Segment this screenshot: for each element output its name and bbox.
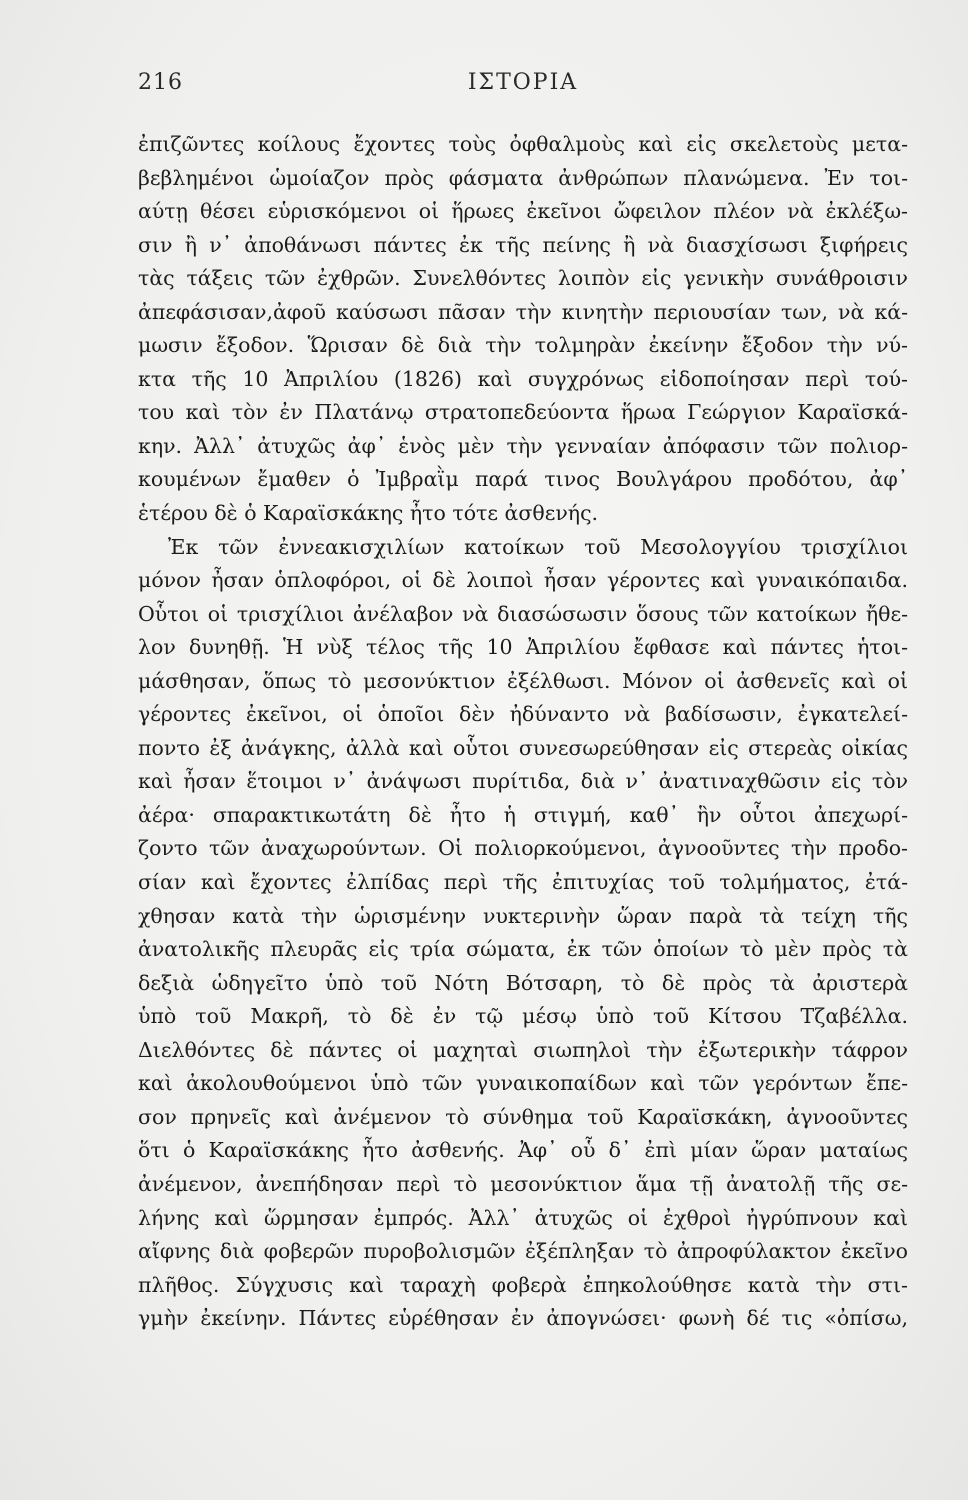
text-line: καὶ ἀκολουθούμενοι ὑπὸ τῶν γυναικοπαίδων καὶ τῶν γερόντων ἔπε- (138, 1071, 908, 1096)
text-line: αύτῃ θέσει εὑρισκόμενοι οἱ ἥρωες ἐκεῖνοι ὤφειλον πλέον νὰ ἐκλέξω- (138, 199, 908, 224)
text-line: ἀέρα· σπαρακτικωτάτη δὲ ἦτο ἡ στιγμή, καθ᾽ ἣν οὗτοι ἀπεχωρί- (138, 802, 908, 827)
text-line: ποντο ἐξ ἀνάγκης, ἀλλὰ καὶ οὗτοι συνεσωρεύθησαν εἰς στερεὰς οἰκίας (138, 735, 908, 760)
text-line: σιν ἢ ν᾽ ἀποθάνωσι πάντες ἐκ τῆς πείνης ἢ νὰ διασχίσωσι ξιφήρεις (138, 232, 908, 257)
text-line: λον δυνηθῇ. Ἡ νὺξ τέλος τῆς 10 Ἀπριλίου ἔφθασε καὶ πάντες ἡτοι- (138, 635, 908, 660)
text-line: ὅτι ὁ Καραϊσκάκης ἦτο ἀσθενής. Ἀφ᾽ οὗ δ᾽ ἐπὶ μίαν ὥραν ματαίως (138, 1138, 908, 1163)
text-line: καὶ ἦσαν ἕτοιμοι ν᾽ ἀνάψωσι πυρίτιδα, διὰ ν᾽ ἀνατιναχθῶσιν εἰς τὸν (138, 769, 908, 794)
text-line: λήνης καὶ ὥρμησαν ἐμπρός. Ἀλλ᾽ ἀτυχῶς οἱ ἐχθροὶ ἠγρύπνουν καὶ (138, 1205, 908, 1230)
text-line: Διελθόντες δὲ πάντες οἱ μαχηταὶ σιωπηλοὶ τὴν ἐξωτερικὴν τάφρον (138, 1037, 908, 1062)
text-line: βεβλημένοι ὡμοίαζον πρὸς φάσματα ἀνθρώπων πλανώμενα. Ἐν τοι- (138, 165, 908, 190)
text-line: μάσθησαν, ὅπως τὸ μεσονύκτιον ἐξέλθωσι. Μόνον οἱ ἀσθενεῖς καὶ οἱ (138, 668, 908, 693)
text-line: ἐπιζῶντες κοίλους ἔχοντες τοὺς ὀφθαλμοὺς καὶ εἰς σκελετοὺς μετα- (138, 132, 908, 156)
text-line: κην. Ἀλλ᾽ ἀτυχῶς ἀφ᾽ ἑνὸς μὲν τὴν γενναίαν ἀπόφασιν τῶν πολιορ- (138, 433, 908, 458)
text-line: κτα τῆς 10 Ἀπριλίου (1826) καὶ συγχρόνως εἰδοποίησαν περὶ τού- (138, 366, 908, 391)
text-line: δεξιὰ ὡδηγεῖτο ὑπὸ τοῦ Νότη Βότσαρη, τὸ δὲ πρὸς τὰ ἀριστερὰ (138, 970, 908, 995)
text-line: μωσιν ἔξοδον. Ὥρισαν δὲ διὰ τὴν τολμηρὰν ἐκείνην ἔξοδον τὴν νύ- (138, 333, 908, 358)
text-line: γέροντες ἐκεῖνοι, οἱ ὁποῖοι δὲν ἠδύναντο νὰ βαδίσωσιν, ἐγκατελεί- (138, 702, 908, 727)
text-line: γμὴν ἐκείνην. Πάντες εὑρέθησαν ἐν ἀπογνώσει· φωνὴ δέ τις «ὀπίσω, (138, 1306, 908, 1331)
text-line: μόνον ἦσαν ὁπλοφόροι, οἱ δὲ λοιποὶ ἦσαν γέροντες καὶ γυναικόπαιδα. (138, 568, 908, 593)
text-line: ἀνατολικῆς πλευρᾶς εἰς τρία σώματα, ἐκ τῶν ὁποίων τὸ μὲν πρὸς τὰ (138, 937, 908, 962)
text-line: ἀπεφάσισαν,ἀφοῦ καύσωσι πᾶσαν τὴν κινητὴν περιουσίαν των, νὰ κά- (138, 299, 908, 324)
text-line: ἑτέρου δὲ ὁ Καραϊσκάκης ἦτο τότε ἀσθενής. (138, 501, 599, 526)
running-title: ΙΣΤΟΡΙΑ (467, 70, 579, 95)
text-line: χθησαν κατὰ τὴν ὡρισμένην νυκτερινὴν ὥραν παρὰ τὰ τείχη τῆς (138, 903, 908, 928)
text-line: σον πρηνεῖς καὶ ἀνέμενον τὸ σύνθημα τοῦ Καραϊσκάκη, ἀγνοοῦντες (138, 1104, 908, 1129)
text-line: κουμένων ἔμαθεν ὁ Ἰμβραῒμ παρά τινος Βουλγάρου προδότου, ἀφ᾽ (138, 467, 908, 492)
text-line: ὑπὸ τοῦ Μακρῆ, τὸ δὲ ἐν τῷ μέσῳ ὑπὸ τοῦ Κίτσου Τζαβέλλα. (138, 1004, 908, 1029)
text-line: αἴφνης διὰ φοβερῶν πυροβολισμῶν ἐξέπληξαν τὸ ἀπροφύλακτον ἐκεῖνο (138, 1239, 908, 1264)
text-line: Οὗτοι οἱ τρισχίλιοι ἀνέλαβον νὰ διασώσωσιν ὅσους τῶν κατοίκων ἤθε- (138, 601, 908, 626)
text-line: του καὶ τὸν ἐν Πλατάνῳ στρατοπεδεύοντα ἥρωα Γεώργιον Καραϊσκά- (138, 400, 908, 425)
text-line: πλῆθος. Σύγχυσις καὶ ταραχὴ φοβερὰ ἐπηκολούθησε κατὰ τὴν στι- (138, 1272, 908, 1297)
text-line: ζοντο τῶν ἀναχωρούντων. Οἱ πολιορκούμενοι, ἀγνοοῦντες τὴν προδο- (138, 836, 908, 861)
text-line: σίαν καὶ ἔχοντες ἐλπίδας περὶ τῆς ἐπιτυχίας τοῦ τολμήματος, ἐτά- (138, 870, 908, 895)
page-number: 216 (138, 70, 183, 95)
page-header (138, 70, 908, 106)
text-line: τὰς τάξεις τῶν ἐχθρῶν. Συνελθόντες λοιπὸν εἰς γενικὴν συνάθροισιν (138, 266, 908, 291)
text-line: ἀνέμενον, ἀνεπήδησαν περὶ τὸ μεσονύκτιον ἅμα τῇ ἀνατολῇ τῆς σε- (138, 1171, 908, 1196)
body-text (138, 128, 908, 1336)
text-line: Ἐκ τῶν ἐννεακισχιλίων κατοίκων τοῦ Μεσολογγίου τρισχίλιοι (168, 534, 908, 559)
